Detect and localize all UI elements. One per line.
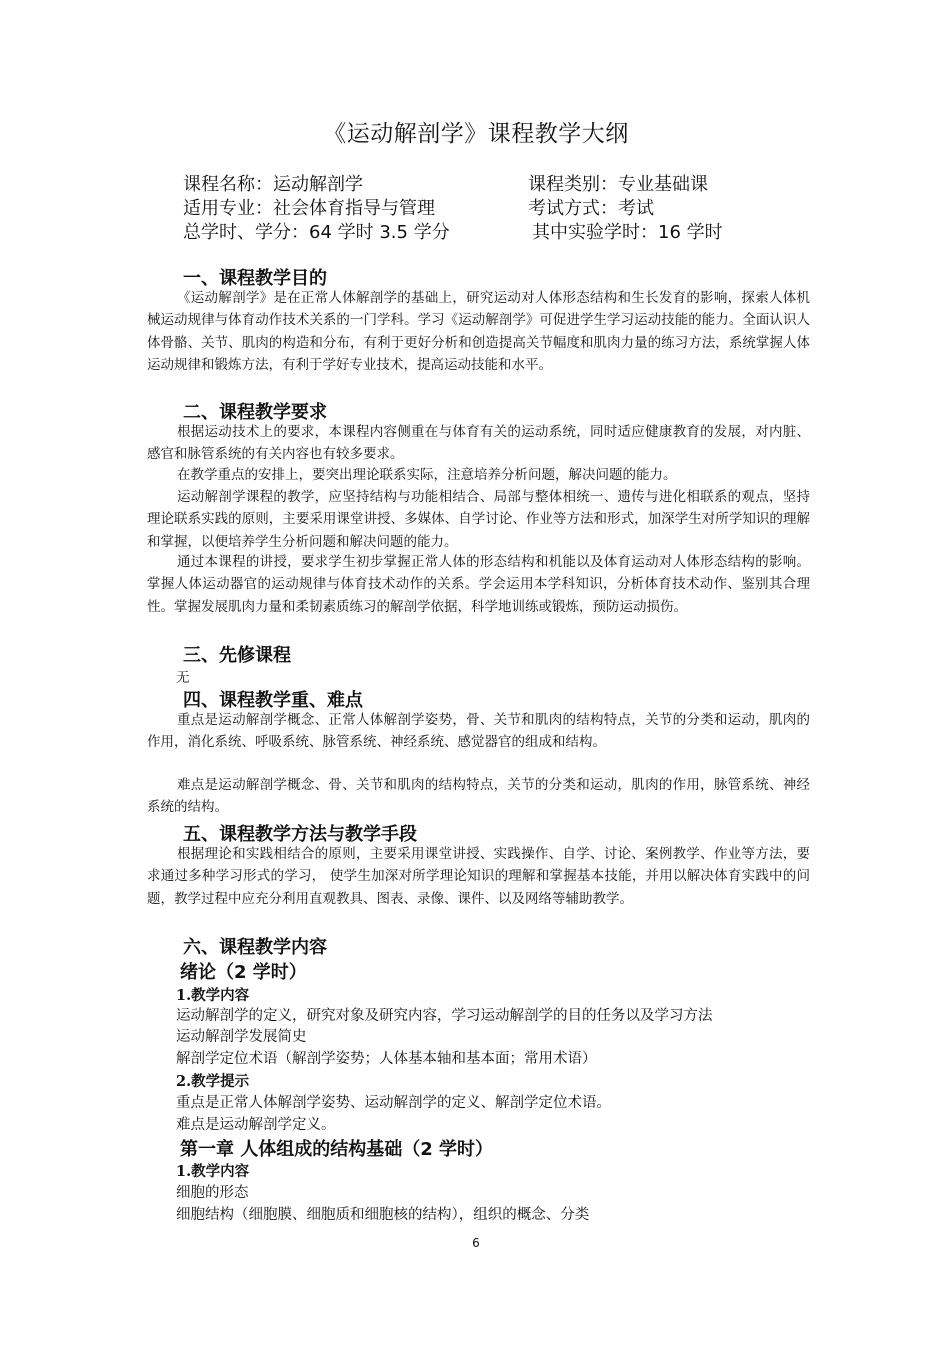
page-title: 《运动解剖学》课程教学大纲 bbox=[323, 121, 629, 147]
chapter-1-heading: 第一章 人体组成的结构基础（2 学时） bbox=[180, 1139, 494, 1160]
intro-content-item: 运动解剖学发展简史 bbox=[176, 1029, 307, 1045]
intro-content-item: 解剖学定位术语（解剖学姿势；人体基本轴和基本面；常用术语） bbox=[176, 1051, 597, 1067]
exam-method: 考试方式：考试 bbox=[528, 198, 654, 219]
intro-content-item: 运动解剖学的定义，研究对象及研究内容，学习运动解剖学的目的任务以及学习方法 bbox=[176, 1008, 713, 1024]
section-4-heading: 四、课程教学重、难点 bbox=[183, 690, 363, 711]
chapter-1-content-item: 细胞结构（细胞膜、细胞质和细胞核的结构），组织的概念、分类 bbox=[176, 1207, 590, 1223]
intro-content-label: 1.教学内容 bbox=[176, 987, 250, 1004]
page-number: 6 bbox=[472, 1236, 480, 1250]
chapter-1-content-label: 1.教学内容 bbox=[176, 1163, 250, 1180]
section-3-text: 无 bbox=[176, 670, 190, 686]
course-name: 课程名称：运动解剖学 bbox=[183, 174, 363, 195]
section-3-heading: 三、先修课程 bbox=[183, 645, 291, 666]
section-2-paragraph-1: 根据运动技术上的要求，本课程内容侧重在与体育有关的运动系统，同时适应健康教育的发展，对内脏、感官和脉管系统的有关内容也有较多要求。 bbox=[147, 424, 810, 463]
section-1-heading: 一、课程教学目的 bbox=[183, 268, 327, 289]
section-2-paragraph-2: 在教学重点的安排上，要突出理论联系实际，注意培养分析问题，解决问题的能力。 bbox=[177, 467, 677, 483]
intro-heading: 绪论（2 学时） bbox=[180, 962, 307, 983]
lab-hours: 其中实验学时：16 学时 bbox=[532, 222, 723, 243]
section-2-paragraph-3: 运动解剖学课程的教学，应坚持结构与功能相结合、局部与整体相统一、遗传与进化相联系的观点，坚持理论联系实践的原则，主要采用课堂讲授、多媒体、自学讨论、作业等方法和形式，加深学生对所学知识的理解和掌握，以便培养学生分析问题和解决问题的能力。 bbox=[147, 489, 810, 550]
intro-tip-item: 难点是运动解剖学定义。 bbox=[176, 1117, 336, 1133]
section-2-paragraph-4: 通过本课程的讲授，要求学生初步掌握正常人体的形态结构和机能以及体育运动对人体形态结构的影响。掌握人体运动器官的运动规律与体育技术动作的关系。学会运用本学科知识，分析体育技术动作、鉴别其合理性。掌握发展肌肉力量和柔韧素质练习的解剖学依据，科学地训练或锻炼，预防运动损伤。 bbox=[147, 554, 810, 615]
intro-tip-item: 重点是正常人体解剖学姿势、运动解剖学的定义、解剖学定位术语。 bbox=[176, 1095, 611, 1111]
section-5-paragraph: 根据理论和实践相结合的原则，主要采用课堂讲授、实践操作、自学、讨论、案例教学、作业等方法，要求通过多种学习形式的学习， 使学生加深对所学理论知识的理解和掌握基本技能，并用以解决体育实践中的问题，教学过程中应充分利用直观教具、图表、录像、课件、以及网络等辅助教学。 bbox=[147, 846, 810, 907]
chapter-1-content-item: 细胞的形态 bbox=[176, 1185, 249, 1201]
section-5-heading: 五、课程教学方法与教学手段 bbox=[183, 824, 417, 845]
applicable-major: 适用专业：社会体育指导与管理 bbox=[183, 198, 435, 219]
total-hours-credits: 总学时、学分：64 学时 3.5 学分 bbox=[183, 222, 450, 243]
section-2-heading: 二、课程教学要求 bbox=[183, 402, 327, 423]
section-6-heading: 六、课程教学内容 bbox=[183, 937, 327, 958]
intro-tips-label: 2.教学提示 bbox=[176, 1073, 250, 1090]
course-type: 课程类别：专业基础课 bbox=[528, 174, 708, 195]
section-4-paragraph-1: 重点是运动解剖学概念、正常人体解剖学姿势，骨、关节和肌肉的结构特点，关节的分类和运动，肌肉的作用，消化系统、呼吸系统、脉管系统、神经系统、感觉器官的组成和结构。 bbox=[147, 712, 810, 751]
section-1-paragraph: 《运动解剖学》是在正常人体解剖学的基础上，研究运动对人体形态结构和生长发育的影响，探索人体机械运动规律与体育动作技术关系的一门学科。学习《运动解剖学》可促进学生学习运动技能的能力。全面认识人体骨骼、关节、肌肉的构造和分布，有利于更好分析和创造提高关节幅度和肌肉力量的练习方法，系统掌握人体运动规律和锻炼方法，有利于学好专业技术，提高运动技能和水平。 bbox=[147, 290, 810, 374]
section-4-paragraph-2: 难点是运动解剖学概念、骨、关节和肌肉的结构特点，关节的分类和运动，肌肉的作用，脉管系统、神经系统的结构。 bbox=[147, 777, 810, 816]
